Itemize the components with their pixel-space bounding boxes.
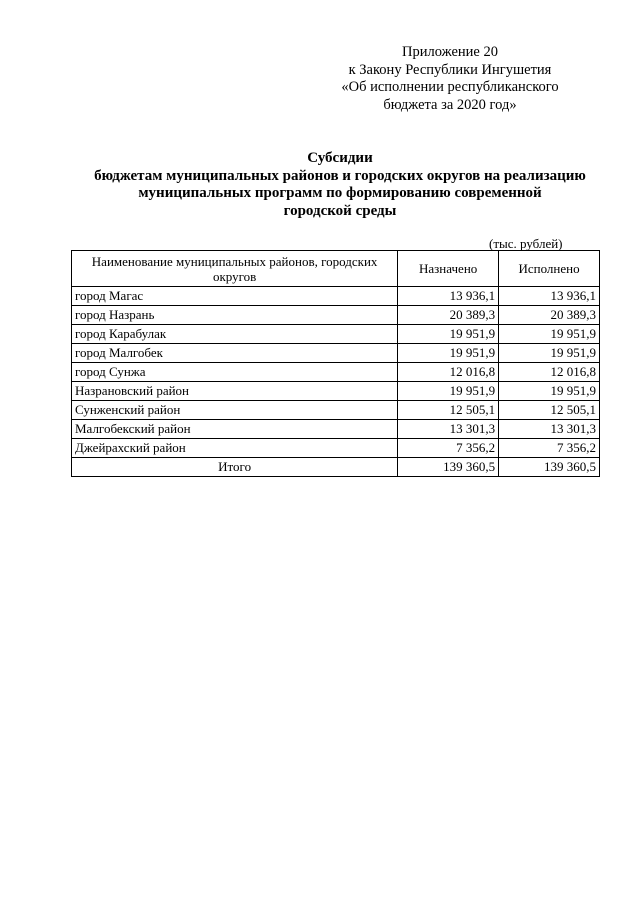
title-line: Субсидии: [307, 150, 373, 166]
title-line: бюджетам муниципальных районов и городских округов на реализацию: [94, 167, 586, 184]
table-row: [72, 306, 600, 325]
row-assigned: 19 951,9: [398, 382, 499, 401]
row-name: Сунженский район: [72, 401, 398, 420]
row-assigned: 20 389,3: [398, 306, 499, 325]
total-label: Итого: [72, 458, 398, 477]
row-executed: 19 951,9: [499, 325, 600, 344]
row-assigned: 19 951,9: [398, 344, 499, 363]
title-line: городской среды: [283, 202, 397, 219]
row-assigned: 19 951,9: [398, 325, 499, 344]
row-assigned: 12 505,1: [398, 401, 499, 420]
appendix-line: «Об исполнении республиканского: [341, 79, 559, 95]
table-row: [72, 401, 600, 420]
table-row: [72, 439, 600, 458]
row-name: город Магас: [72, 287, 398, 306]
row-executed: 7 356,2: [499, 439, 600, 458]
row-executed: 19 951,9: [499, 382, 600, 401]
row-assigned: 13 301,3: [398, 420, 499, 439]
row-assigned: 13 936,1: [398, 287, 499, 306]
row-name: город Сунжа: [72, 363, 398, 382]
row-assigned: 7 356,2: [398, 439, 499, 458]
row-name: Джейрахский район: [72, 439, 398, 458]
row-executed: 19 951,9: [499, 344, 600, 363]
row-name: Малгобекский район: [72, 420, 398, 439]
total-assigned: 139 360,5: [398, 458, 499, 477]
header-assigned: Назначено: [398, 251, 499, 287]
row-executed: 13 936,1: [499, 287, 600, 306]
table-row: [72, 363, 600, 382]
row-name: город Назрань: [72, 306, 398, 325]
row-executed: 20 389,3: [499, 306, 600, 325]
row-executed: 13 301,3: [499, 420, 600, 439]
appendix-header: [300, 44, 600, 114]
table-header-row: [72, 251, 600, 287]
table-row: [72, 287, 600, 306]
table-row: [72, 325, 600, 344]
row-name: город Малгобек: [72, 344, 398, 363]
row-name: Назрановский район: [72, 382, 398, 401]
units-note: (тыс. рублей): [489, 236, 563, 251]
table-row: [72, 382, 600, 401]
appendix-line: к Закону Республики Ингушетия: [348, 61, 552, 78]
row-name: город Карабулак: [72, 325, 398, 344]
table-total-row: [72, 458, 600, 477]
table-row: [72, 344, 600, 363]
row-executed: 12 505,1: [499, 401, 600, 420]
appendix-line: Приложение 20: [402, 44, 498, 60]
row-executed: 12 016,8: [499, 363, 600, 382]
header-executed: Исполнено: [499, 251, 600, 287]
title-line: муниципальных программ по формированию современной: [138, 185, 542, 201]
document-title: [60, 150, 620, 220]
total-executed: 139 360,5: [499, 458, 600, 477]
table-row: [72, 420, 600, 439]
header-name: Наименование муниципальных районов, городских округов: [72, 251, 398, 287]
appendix-line: бюджета за 2020 год»: [383, 96, 517, 113]
row-assigned: 12 016,8: [398, 363, 499, 382]
subsidies-table: [71, 250, 600, 477]
